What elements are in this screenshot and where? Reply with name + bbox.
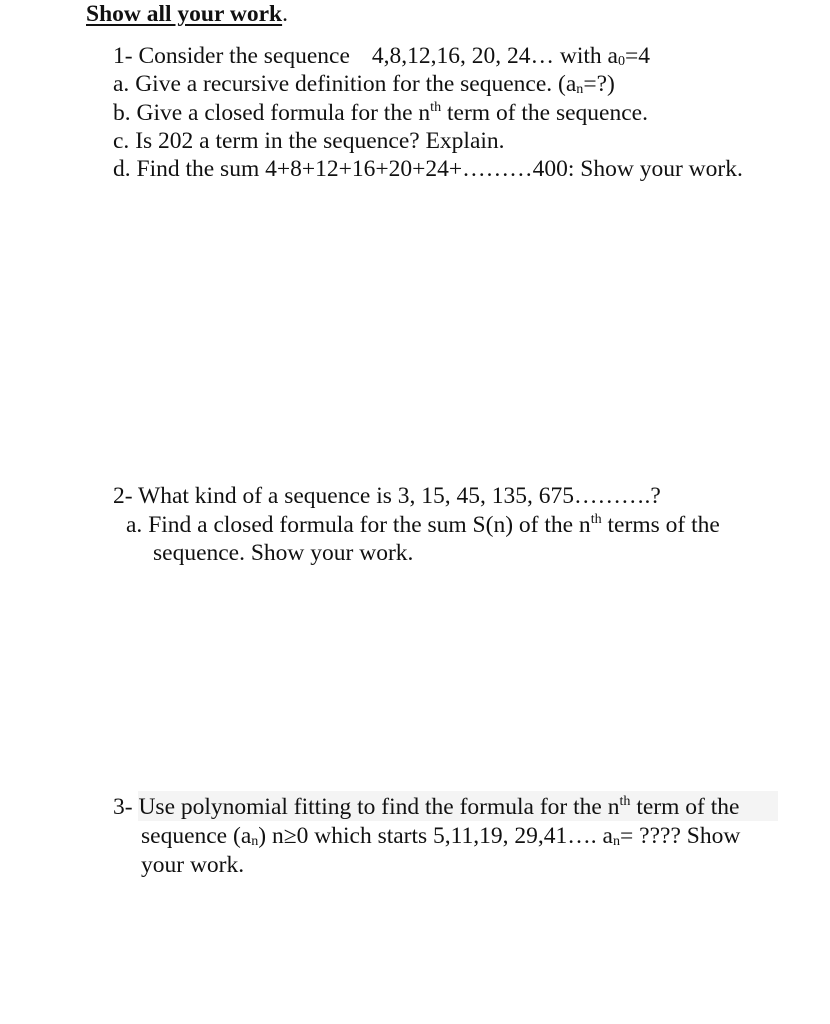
q1-part-b-label: b. [113,100,131,126]
q3-line1-end: term of the [636,794,740,820]
q2-part-a-text: Find a closed formula for the sum S(n) of the n [148,512,591,538]
q1-part-c-text: Is 202 a term in the sequence? Explain. [135,128,505,154]
q1-part-a-sub: n [576,81,584,98]
q3-line3 [141,851,244,879]
q1-part-a-text: Give a recursive definition for the sequence. (a [135,71,577,97]
q1-with: with a [559,43,618,69]
q1-part-d [113,155,743,183]
q2-part-a-label: a. [126,512,143,538]
q2-part-a-line2 [153,539,413,567]
q1-a0-value: =4 [625,43,651,69]
q1-part-d-label: d. [113,156,131,182]
q3-line2-b: ) n≥0 which starts 5,11,19, 29,41…. a [258,823,613,849]
q3-line2-sub2: n [613,833,621,850]
q1-part-b-sup: th [430,98,442,115]
q1-sequence: 4,8,12,16, 20, 24… [371,43,555,69]
q2-line [113,482,661,510]
q1-part-d-text: Find the sum 4+8+12+16+20+24+………400: Show your work. [136,156,743,182]
q2-question: What kind of a sequence is 3, 15, 45, 135, 675……….? [138,483,661,509]
q1-number: 1- [113,43,133,69]
q3-line1-text: Use polynomial fitting to find the formula for the n [138,794,620,820]
q3-line2-a: sequence (a [141,823,252,849]
q2-number: 2- [113,483,133,509]
q3-line1-sup: th [619,792,631,809]
q1-line [113,42,650,70]
q3-number: 3- [113,794,133,820]
q3-line1 [113,793,739,821]
q2-part-a-sup: th [590,510,602,527]
page-heading [86,0,288,28]
q3-line2 [141,822,740,850]
q1-part-c [113,127,505,155]
q2-part-a-end: terms of the [607,512,720,538]
q1-a0-sub: 0 [617,53,626,70]
heading-suffix: . [282,1,288,27]
q2-part-a-line2-text: sequence. Show your work. [153,540,414,566]
q1-intro: Consider the sequence [138,43,350,69]
q3-line2-sub: n [251,833,259,850]
q3-line3-text: your work. [141,852,245,878]
q1-part-b-end: term of the sequence. [447,100,648,126]
q1-part-a-end: =?) [583,71,615,97]
q1-part-c-label: c. [113,128,130,154]
q1-part-b [113,99,648,127]
q1-part-a-label: a. [113,71,130,97]
q3-line2-c: = ???? Show [620,823,741,849]
q1-part-a [113,70,615,98]
q1-part-b-text: Give a closed formula for the n [136,100,431,126]
q2-part-a [126,511,720,539]
heading-text: Show all your work [86,1,283,27]
